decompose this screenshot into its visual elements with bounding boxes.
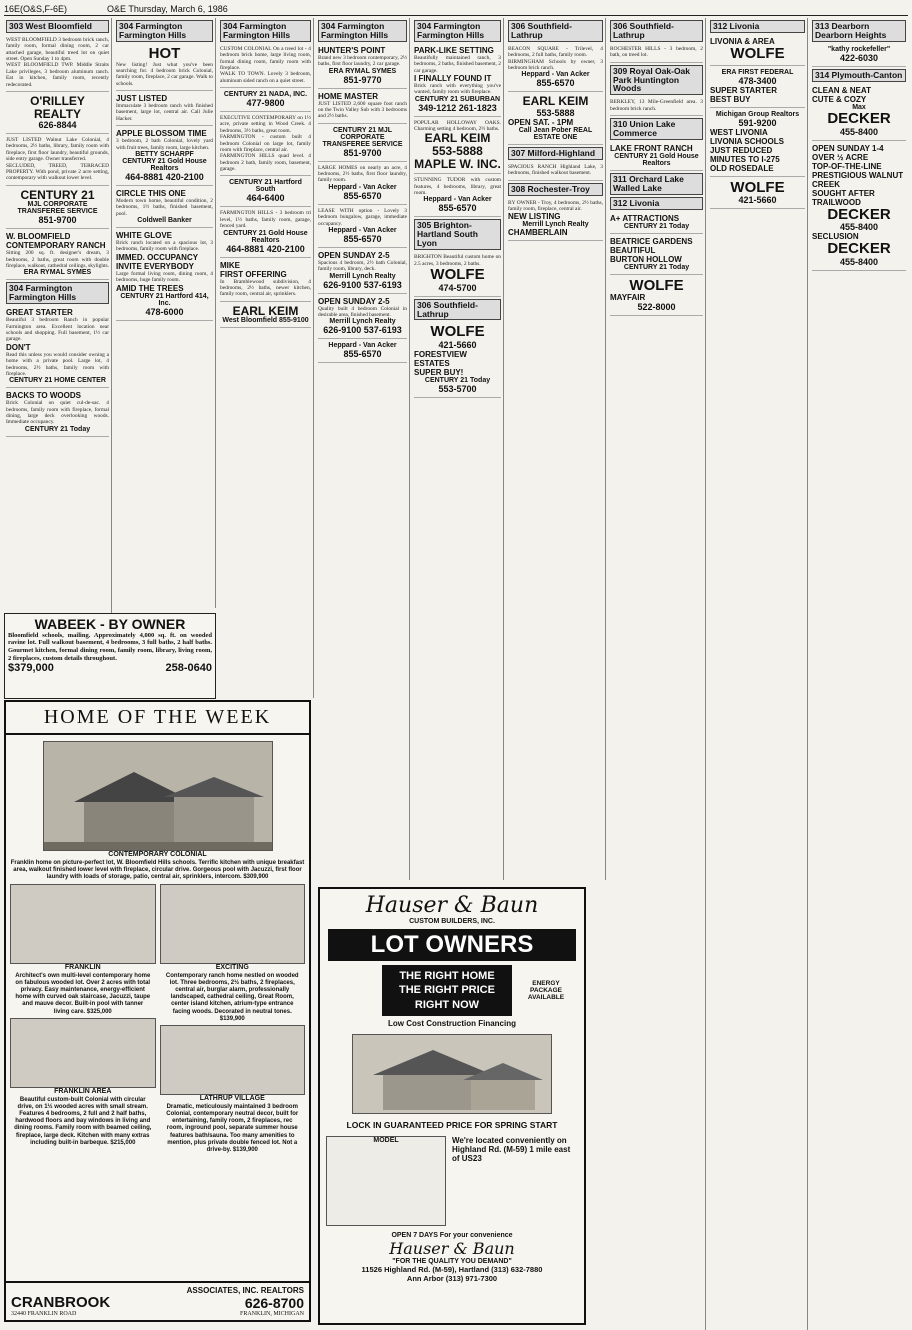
listing-ad: SPACIOUS RANCH Highland Lake, 3 bedrooms, finished walkout basement. (508, 162, 603, 181)
listing-ad: "kathy rockefeller" 422-6030 (812, 44, 906, 67)
listing-ad: BY OWNER - Troy, 4 bedrooms, 2½ baths, family room, fireplace, central air. NEW LISTING Merrill Lynch Realty CHAMBERLAIN (508, 198, 603, 242)
listing-ad: APPLE BLOSSOM TIME 3 bedroom, 2 bath Colonial, lovely yard with fruit trees, family room, large kitchen. BETTY SCHARPF CENTURY 21 Gold House Realtors 464-8881 420-2100 (116, 127, 213, 186)
house-photo (160, 1025, 306, 1095)
hauser-baun-ad: Hauser & Baun CUSTOM BUILDERS, INC. LOT OWNERS THE RIGHT HOME THE RIGHT PRICE RIGHT NOW ENERGY PACKAGE AVAILABLE Low Cost Construction Financing LOCK IN GUARANTEED PRICE FOR SPRING START MODEL We're located conveniently on Highland Rd. (M-59) 1 mile east of US23 OPEN 7 DAYS For your convenience Hauser & Baun "FOR THE QUALITY YOU DEMAND" 11526 Highland Rd. (M-59), Hartland (313) 632-7880 Ann Arbor (313) 971-7300 (318, 887, 586, 1325)
listing-ad: HUNTER'S POINT Brand new 3 bedroom contemporary, 2½ baths, first floor laundry, 2 car garage. ERA RYMAL SYMES 851-9770 (318, 44, 407, 89)
section-header-309: 309 Royal Oak-Oak Park Huntington Woods (610, 65, 703, 96)
listing-ad: JUST LISTED Immaculate 3 bedroom ranch with finished basement, large lot, central air. Call Julie Hacker. (116, 92, 213, 126)
column-5 (412, 18, 504, 880)
listing-ad: BERKLEY, 13 Mile-Greenfield area. 3 bedroom brick ranch. (610, 97, 703, 116)
column-4 (316, 18, 410, 880)
page-header (4, 2, 908, 16)
listing-ad: MIKE FIRST OFFERING In Bramblewood subdivision, 4 bedrooms, 2½ baths, newer kitchen, family room, central air, sprinklers. (220, 259, 311, 302)
listing-ad: EARL KEIM 553-5888 OPEN SAT. - 1PM Call Jean Pober REAL ESTATE ONE (508, 93, 603, 145)
listing-ad: HOME MASTER JUST LISTED 2,600 square foot ranch on the Twin Valley Sub with 3 bedrooms and 2½ baths. (318, 90, 407, 124)
column-2 (114, 18, 216, 608)
lot-owners-banner: LOT OWNERS (328, 929, 576, 961)
section-header-304d: 304 Farmington Farmington Hills (318, 20, 407, 42)
section-header-312a: 312 Livonia (610, 197, 703, 210)
listing-ad: OPEN SUNDAY 2-5 Spacious 4 bedroom, 2½ bath Colonial, family room, library, deck. Merrill Lynch Realty 626-9100 537-6193 (318, 249, 407, 294)
house-photo (352, 1034, 552, 1114)
section-header-308: 308 Rochester-Troy (508, 183, 603, 196)
hauser-baun-logo: Hauser & Baun (365, 893, 539, 918)
house-photo (10, 884, 156, 964)
listing-ad: LAKE FRONT RANCH CENTURY 21 Gold House Realtors (610, 142, 703, 171)
section-header-314: 314 Plymouth-Canton (812, 69, 906, 82)
listing-ad: CENTURY 21 MJL CORPORATE TRANSFEREE SERVICE 851-9700 (6, 187, 109, 230)
listing-ad: WEST BLOOMFIELD 3 bedroom brick ranch, family room, formal dining room, 2 car attached garage, beautiful treed lot on quiet street. Open Sunday 1 to 4pm. WEST BLOOMFIELD TWP. Middle Straits Lake privileges, 3 bedroom aluminum ranch. Eat in kitchen, family room, recently redecorated. (6, 35, 109, 92)
section-header-304b: 304 Farmington Farmington Hills (116, 20, 213, 42)
column-6 (506, 18, 606, 880)
listing-ad: BACKS TO WOODS Brick Colonial on quiet cul-de-sac. 4 bedrooms, family room with fireplace, formal dining, large deck overlooking woods. Immediate occupancy. CENTURY 21 Today (6, 389, 109, 437)
column-9 (810, 18, 908, 1330)
house-illustration (353, 1035, 552, 1114)
section-header-313: 313 Dearborn Dearborn Heights (812, 20, 906, 42)
section-header-310: 310 Union Lake Commerce (610, 118, 703, 140)
listing-ad: ROCHESTER HILLS - 3 bedroom, 2 bath, on treed lot. (610, 44, 703, 63)
section-header-304a: 304 Farmington Farmington Hills (6, 282, 109, 304)
hotw-title: HOME OF THE WEEK (6, 702, 309, 735)
column-7 (608, 18, 706, 1330)
listing-ad: EXECUTIVE CONTEMPORARY on 1½ acre, private setting in Wood Creek. 4 bedrooms, 3½ baths, great room. FARMINGTON - custom built 4 bedroom Colonial on large lot, family room with fireplace, central air. FARMINGTON HILLS quad level. 4 bedroom 2 bath, family room, basement, garage. (220, 113, 311, 176)
listing-ad: FARMINGTON HILLS - 3 bedroom tri level, 1½ baths, family room, garage, fenced yard. CENTURY 21 Gold House Realtors 464-8881 420-2100 (220, 208, 311, 257)
page-dateline: O&E Thursday, March 6, 1986 (107, 3, 228, 14)
listing-ad: Michigan Group Realtors 591-9200 WEST LIVONIA LIVONIA SCHOOLS JUST REDUCED MINUTES TO I-275 OLD ROSEDALE (710, 109, 805, 177)
listing-ad: POPULAR HOLLOWAY OAKS. Charming setting 4 bedroom, 2½ baths. EARL KEIM 553-5888 MAPLE W. INC. (414, 118, 501, 175)
listing-ad: LEASE WITH option - Lovely 3 bedroom bungalow, garage, immediate occupancy. Heppard - Van Acker 855-6570 (318, 206, 407, 248)
listing-ad: O'RILLEY REALTY 626-8844 (6, 93, 109, 134)
column-8 (708, 18, 808, 1330)
listing-ad: CUSTOM COLONIAL On a treed lot - 4 bedroom brick home, large living room, formal dining room, family room with fireplace. WALK TO TOWN. Lovely 3 bedroom, aluminum sided ranch on a quiet street. (220, 44, 311, 88)
listing-ad: LIVONIA & AREA WOLFE (710, 35, 805, 66)
listing-ad: BEACON SQUARE - Trilevel, 4 bedrooms, 2 full baths, family room. BIRMINGHAM Schools by owner, 3 bedroom brick ranch. Heppard - Van Acker 855-6570 (508, 44, 603, 93)
section-header-311: 311 Orchard Lake Walled Lake (610, 173, 703, 195)
section-header-306c: 306 Southfield-Lathrup (610, 20, 703, 42)
listing-ad: STUNNING TUDOR with custom features, 4 bedrooms, library, great room. Heppard - Van Acker 855-6570 (414, 175, 501, 217)
listing-ad: HOT New listing! Just what you've been searching for. 4 bedroom brick Colonial, family room, fireplace, 2 car garage. Walk to schools. (116, 44, 213, 91)
listing-ad: WOLFE 421-5660 (710, 178, 805, 210)
listing-ad: CENTURY 21 MJL CORPORATE TRANSFEREE SERVICE 851-9700 (318, 125, 407, 162)
section-header-312b: 312 Livonia (710, 20, 805, 33)
section-header-304e: 304 Farmington Farmington Hills (414, 20, 501, 42)
listing-ad: LARGE HOMES on nearly an acre, 4 bedrooms, 2½ baths, first floor laundry, family room. Heppard - Van Acker 855-6570 (318, 163, 407, 205)
listing-ad: CENTURY 21 Hartford South 464-6400 (220, 177, 311, 207)
oreilly-logo: O'RILLEY REALTY (30, 93, 85, 121)
cranbrook-logo: CRANBROOK (11, 1294, 111, 1311)
section-header-303: 303 West Bloomfield (6, 20, 109, 33)
listing-ad: A+ ATTRACTIONS CENTURY 21 Today (610, 212, 703, 234)
listing-ad: EARL KEIM West Bloomfield 855-9100 (220, 303, 311, 329)
home-of-the-week-ad: HOME OF THE WEEK CONTEMPORARY COLONIAL Franklin home on picture-perfect lot, W. Bloomfield Hills schools. Terrific kitchen with unique breakfast area, walkout finished lower level with fireplace, circular drive. Gorgeous pool with Jacuzzi, first floor laundry with loads of storage, patio, central air, sprinklers, intercom. $309,900 FRANKLIN Architect's own multi-level contemporary home on fabulous wooded lot. Over 2 acres with total privacy. Easy maintenance, energy-efficient home with curved oak staircase, Jacuzzi, taupe and mauve decor. Built-in pool with tanner living care. $325,000 FRANKLIN AREA Beautiful custom-built Colonial with circular drive, on 1½ wooded acres with small stream. Features 4 bedrooms, 2 full and 2 half baths, hardwood floors and bay windows in living and dining rooms. Family room with beamed ceiling, fireplace, large deck. Kitchen with many extras including built-in barbeque. $215,000 EXCITING Contemporary ranch home nestled on wooded lot. Three bedrooms, 2½ baths, 2 fireplaces, central air, burglar alarm, professionally landscaped, cathedral ceiling, Great Room, center island kitchen, atrium-type entrance facing woods. Decorated in neutral tones. $139,900 LATHRUP VILLAGE Dramatic, meticulously maintained 3 bedroom Colonial, contemporary neutral decor, built for entertaining, family room, 2 fireplaces, rec room, inground pool, separate summer house features bath/sauna. Too many amenities to mention, plus private double fenced lot. Not a drive-by. $139,900 CRANBROOK 32440 FRANKLIN ROAD ASSOCIATES, INC. REALTORS 626-8700 FRANKLIN, MICHIGAN (4, 700, 311, 1322)
listing-ad: CENTURY 21 NADA, INC. 477-9800 (220, 89, 311, 112)
listing-ad: PARK-LIKE SETTING Beautifully maintained ranch, 3 bedrooms, 2 baths, finished basement, 2 car garage. I FINALLY FOUND IT Brick ranch with everything you've wanted, family room with fireplace. CENTURY 21 SUBURBAN 349-1212 261-1823 (414, 44, 501, 117)
house-illustration (44, 742, 273, 851)
section-header-305: 305 Brighton-Hartland South Lyon (414, 219, 501, 250)
right-home-banner: THE RIGHT HOME THE RIGHT PRICE RIGHT NOW (382, 965, 512, 1016)
listing-ad: OPEN SUNDAY 1-4 OVER ½ ACRE TOP-OF-THE-LINE PRESTIGIOUS WALNUT CREEK SOUGHT AFTER TRAILWOOD DECKER 455-8400 SECLUSION DECKER 455-8400 (812, 142, 906, 272)
listing-ad: W. BLOOMFIELD CONTEMPORARY RANCH Sitting 200 sq. ft. designer's dream, 3 bedrooms, 2 baths, great room with double fireplace, walkout, cathedral ceilings, skylights. ERA RYMAL SYMES (6, 230, 109, 280)
listing-ad: ERA FIRST FEDERAL 478-3400 SUPER STARTER BEST BUY (710, 67, 805, 108)
cranbrook-footer: CRANBROOK 32440 FRANKLIN ROAD ASSOCIATES, INC. REALTORS 626-8700 FRANKLIN, MICHIGAN (6, 1281, 309, 1320)
listing-ad: JUST LISTED Walnut Lake Colonial, 4 bedrooms, 2½ baths, library, family room with fireplace, first floor laundry, beautiful grounds, side entry garage. Owner transferred. SECLUDED, TREED, TERRACED PROPERTY. With pond, private 2 acre setting, contemporary with walkout lower level. (6, 135, 109, 186)
listing-ad: WOLFE 421-5660 FORESTVIEW ESTATES SUPER BUY! CENTURY 21 Today 553-5700 (414, 322, 501, 398)
column-3 (218, 18, 314, 698)
section-header-304c: 304 Farmington Farmington Hills (220, 20, 311, 42)
house-photo (43, 741, 273, 851)
listing-ad: BEATRICE GARDENS BEAUTIFUL BURTON HOLLOW CENTURY 21 Today (610, 235, 703, 275)
listing-ad: CIRCLE THIS ONE Modern town home, beautiful condition, 2 bedrooms, 1½ baths, finished basement, pool. Coldwell Banker (116, 187, 213, 228)
listing-ad: OPEN SUNDAY 2-5 Quality built 4 bedroom Colonial in desirable area, finished basement. Merrill Lynch Realty 626-9100 537-6193 (318, 295, 407, 340)
section-header-306b: 306 Southfield-Lathrup (508, 20, 603, 42)
house-photo (160, 884, 306, 964)
page-number: 16E(O&S,F-6E) (4, 3, 68, 14)
location-map: MODEL (326, 1136, 446, 1226)
house-photo (10, 1018, 156, 1088)
listing-ad: BRIGHTON Beautiful custom home on 2.5 acres, 3 bedrooms, 2 baths. WOLFE 474-5700 (414, 252, 501, 297)
wabeek-ad: WABEEK - BY OWNER Bloomfield schools, mailing. Approximately 4,000 sq. ft. on wooded ravine lot. Full walkout basement, 4 bedrooms, 3 full baths, 2 half baths. Gourmet kitchen, formal dining room, family room, library, living room, 2 fireplaces, custom details throughout. $379,000 258-0640 (4, 613, 216, 699)
listing-ad: WHITE GLOVE Brick ranch located on a spacious lot, 3 bedrooms, family room with fireplace. IMMED. OCCUPANCY INVITE EVERYBODY Large formal living room, dining room, 4 bedrooms, huge family room. AMID THE TREES CENTURY 21 Hartford 414, Inc. 478-6000 (116, 229, 213, 321)
listing-ad: WOLFE MAYFAIR 522-8000 (610, 276, 703, 317)
listing-ad: Heppard - Van Acker 855-6570 (318, 340, 407, 363)
section-header-306a: 306 Southfield-Lathrup (414, 299, 501, 321)
listing-ad: CLEAN & NEAT CUTE & COZY Max DECKER 455-8400 (812, 84, 906, 141)
column-1 (4, 18, 112, 698)
listing-ad: GREAT STARTER Beautiful 3 bedroom Ranch in popular Farmington area. Excellent location near schools and shopping. Full basement, 1½ car garage. DON'T Read this unless you would consider owning a home with a private pool. Large lot, 4 bedrooms, 2½ baths, family room with fireplace. CENTURY 21 HOME CENTER (6, 306, 109, 388)
section-header-307: 307 Milford-Highland (508, 147, 603, 160)
